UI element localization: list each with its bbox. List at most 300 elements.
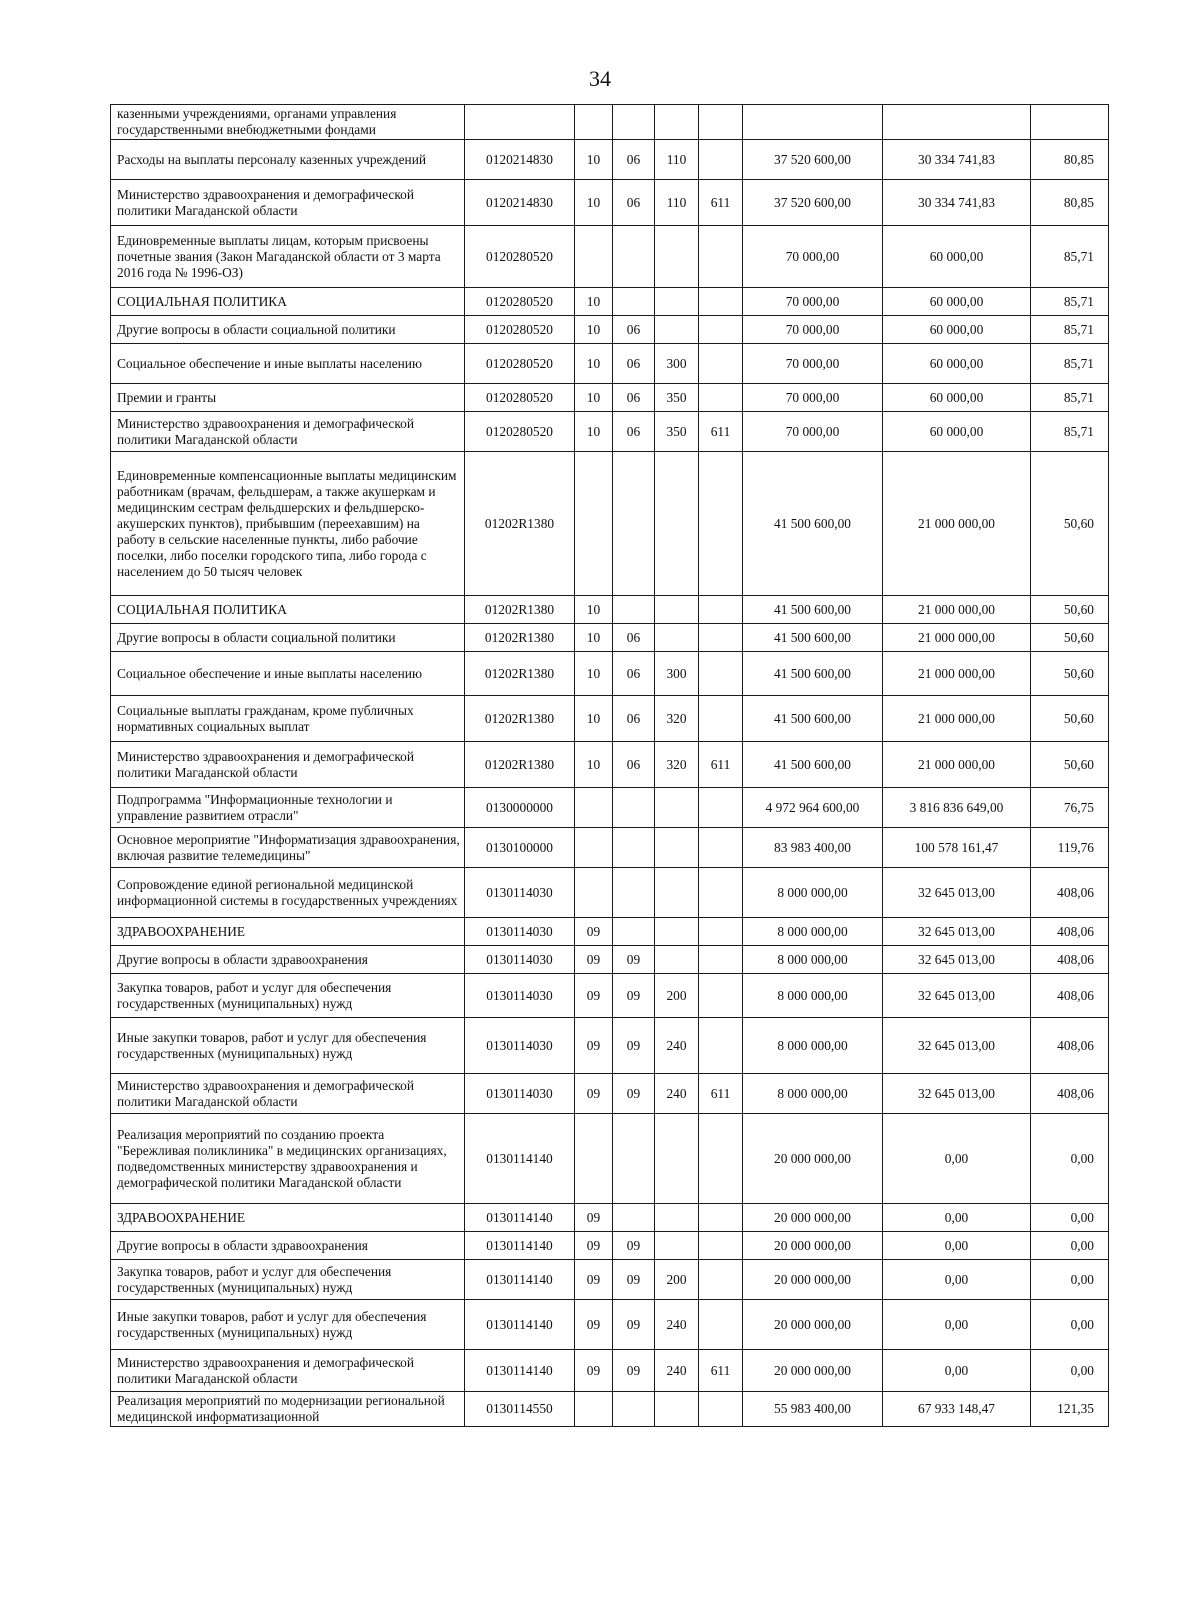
cell-planned-amount: 41 500 600,00: [743, 742, 883, 788]
cell-execution-percent: 85,71: [1031, 226, 1109, 288]
cell-administrator: [699, 1114, 743, 1204]
cell-execution-percent: 80,85: [1031, 140, 1109, 180]
table-row: [111, 288, 1109, 316]
cell-execution-percent: 85,71: [1031, 316, 1109, 344]
cell-planned-amount: 4 972 964 600,00: [743, 788, 883, 828]
cell-executed-amount: 21 000 000,00: [883, 742, 1031, 788]
cell-name: ЗДРАВООХРАНЕНИЕ: [111, 1204, 465, 1232]
table-row: [111, 742, 1109, 788]
cell-expense-type: [655, 316, 699, 344]
cell-subsection: [613, 1204, 655, 1232]
table-row: [111, 974, 1109, 1018]
cell-subsection: 09: [613, 1074, 655, 1114]
cell-target-article: 01202R1380: [465, 596, 575, 624]
cell-target-article: 01202R1380: [465, 452, 575, 596]
cell-name: ЗДРАВООХРАНЕНИЕ: [111, 918, 465, 946]
cell-executed-amount: 0,00: [883, 1260, 1031, 1300]
cell-subsection: 09: [613, 946, 655, 974]
table-row: [111, 918, 1109, 946]
cell-subsection: 06: [613, 344, 655, 384]
cell-executed-amount: 67 933 148,47: [883, 1392, 1031, 1427]
cell-target-article: 0130114140: [465, 1114, 575, 1204]
cell-executed-amount: 32 645 013,00: [883, 1074, 1031, 1114]
table-row: [111, 788, 1109, 828]
cell-expense-type: 240: [655, 1018, 699, 1074]
table-row: [111, 412, 1109, 452]
table-row: [111, 1392, 1109, 1427]
cell-subsection: [613, 1392, 655, 1427]
cell-administrator: [699, 316, 743, 344]
cell-section: [575, 828, 613, 868]
cell-administrator: [699, 652, 743, 696]
cell-administrator: 611: [699, 742, 743, 788]
cell-subsection: 06: [613, 624, 655, 652]
cell-administrator: [699, 696, 743, 742]
cell-planned-amount: 70 000,00: [743, 344, 883, 384]
cell-planned-amount: [743, 105, 883, 140]
cell-target-article: 01202R1380: [465, 652, 575, 696]
cell-execution-percent: 408,06: [1031, 918, 1109, 946]
cell-name: Другие вопросы в области здравоохранения: [111, 946, 465, 974]
cell-expense-type: [655, 1392, 699, 1427]
cell-execution-percent: 121,35: [1031, 1392, 1109, 1427]
cell-name: Подпрограмма "Информационные технологии и управление развитием отрасли": [111, 788, 465, 828]
cell-target-article: 01202R1380: [465, 624, 575, 652]
cell-name: Министерство здравоохранения и демографической политики Магаданской области: [111, 1074, 465, 1114]
cell-section: [575, 788, 613, 828]
cell-administrator: [699, 828, 743, 868]
table-row: [111, 452, 1109, 596]
cell-expense-type: [655, 624, 699, 652]
cell-administrator: [699, 918, 743, 946]
cell-execution-percent: 119,76: [1031, 828, 1109, 868]
cell-target-article: 01202R1380: [465, 742, 575, 788]
cell-subsection: [613, 226, 655, 288]
cell-subsection: 06: [613, 140, 655, 180]
cell-expense-type: [655, 918, 699, 946]
cell-expense-type: [655, 1204, 699, 1232]
cell-administrator: 611: [699, 412, 743, 452]
cell-subsection: 09: [613, 1260, 655, 1300]
cell-administrator: [699, 1232, 743, 1260]
cell-administrator: [699, 1300, 743, 1350]
table-row: [111, 624, 1109, 652]
cell-name: Закупка товаров, работ и услуг для обеспечения государственных (муниципальных) нужд: [111, 974, 465, 1018]
cell-expense-type: 240: [655, 1350, 699, 1392]
cell-expense-type: 110: [655, 180, 699, 226]
table-row: [111, 344, 1109, 384]
cell-expense-type: 320: [655, 742, 699, 788]
cell-target-article: 0130114140: [465, 1204, 575, 1232]
cell-name: Сопровождение единой региональной медицинской информационной системы в государственных учреждениях: [111, 868, 465, 918]
cell-executed-amount: 3 816 836 649,00: [883, 788, 1031, 828]
cell-expense-type: 320: [655, 696, 699, 742]
cell-name: Министерство здравоохранения и демографической политики Магаданской области: [111, 412, 465, 452]
cell-execution-percent: 50,60: [1031, 696, 1109, 742]
cell-target-article: 0130000000: [465, 788, 575, 828]
cell-planned-amount: 41 500 600,00: [743, 652, 883, 696]
cell-target-article: 0130114030: [465, 946, 575, 974]
cell-administrator: [699, 344, 743, 384]
cell-subsection: 06: [613, 316, 655, 344]
cell-administrator: [699, 1204, 743, 1232]
cell-section: 09: [575, 1300, 613, 1350]
cell-administrator: [699, 946, 743, 974]
table-row: [111, 316, 1109, 344]
cell-execution-percent: 50,60: [1031, 452, 1109, 596]
cell-section: 10: [575, 316, 613, 344]
cell-subsection: [613, 828, 655, 868]
cell-execution-percent: 408,06: [1031, 946, 1109, 974]
cell-section: 10: [575, 344, 613, 384]
cell-administrator: [699, 140, 743, 180]
cell-section: [575, 105, 613, 140]
cell-expense-type: [655, 828, 699, 868]
cell-name: Другие вопросы в области социальной политики: [111, 316, 465, 344]
cell-subsection: 09: [613, 1300, 655, 1350]
cell-section: 10: [575, 140, 613, 180]
cell-section: [575, 226, 613, 288]
cell-executed-amount: 21 000 000,00: [883, 652, 1031, 696]
cell-expense-type: [655, 788, 699, 828]
table-row: [111, 1018, 1109, 1074]
cell-planned-amount: 70 000,00: [743, 412, 883, 452]
cell-executed-amount: 0,00: [883, 1232, 1031, 1260]
table-row: [111, 180, 1109, 226]
cell-executed-amount: 0,00: [883, 1114, 1031, 1204]
table-row: [111, 696, 1109, 742]
cell-expense-type: [655, 105, 699, 140]
cell-section: [575, 452, 613, 596]
cell-planned-amount: 37 520 600,00: [743, 140, 883, 180]
cell-expense-type: [655, 288, 699, 316]
cell-target-article: 0130114550: [465, 1392, 575, 1427]
cell-execution-percent: 0,00: [1031, 1300, 1109, 1350]
cell-execution-percent: [1031, 105, 1109, 140]
cell-target-article: 0130114140: [465, 1350, 575, 1392]
cell-planned-amount: 83 983 400,00: [743, 828, 883, 868]
cell-executed-amount: [883, 105, 1031, 140]
cell-section: 10: [575, 696, 613, 742]
cell-execution-percent: 408,06: [1031, 1018, 1109, 1074]
cell-section: 10: [575, 652, 613, 696]
cell-subsection: [613, 788, 655, 828]
cell-target-article: 0120280520: [465, 384, 575, 412]
cell-section: 09: [575, 1018, 613, 1074]
cell-subsection: [613, 105, 655, 140]
cell-administrator: [699, 452, 743, 596]
cell-executed-amount: 32 645 013,00: [883, 946, 1031, 974]
cell-executed-amount: 60 000,00: [883, 344, 1031, 384]
cell-section: 09: [575, 1232, 613, 1260]
cell-subsection: [613, 1114, 655, 1204]
cell-expense-type: [655, 1114, 699, 1204]
table-row: [111, 384, 1109, 412]
cell-section: 09: [575, 1204, 613, 1232]
cell-section: 09: [575, 918, 613, 946]
cell-planned-amount: 70 000,00: [743, 288, 883, 316]
page-number: 34: [589, 66, 611, 91]
cell-name: Расходы на выплаты персоналу казенных учреждений: [111, 140, 465, 180]
cell-administrator: 611: [699, 1074, 743, 1114]
cell-subsection: 06: [613, 180, 655, 226]
cell-planned-amount: 41 500 600,00: [743, 596, 883, 624]
cell-executed-amount: 0,00: [883, 1350, 1031, 1392]
table-row: [111, 1350, 1109, 1392]
table-row: [111, 1114, 1109, 1204]
cell-execution-percent: 50,60: [1031, 624, 1109, 652]
cell-subsection: [613, 868, 655, 918]
cell-execution-percent: 408,06: [1031, 868, 1109, 918]
cell-execution-percent: 50,60: [1031, 742, 1109, 788]
cell-expense-type: 350: [655, 412, 699, 452]
cell-target-article: 0130114140: [465, 1300, 575, 1350]
cell-execution-percent: 76,75: [1031, 788, 1109, 828]
cell-administrator: [699, 974, 743, 1018]
cell-planned-amount: 20 000 000,00: [743, 1300, 883, 1350]
cell-execution-percent: 0,00: [1031, 1232, 1109, 1260]
cell-section: 10: [575, 596, 613, 624]
cell-subsection: 09: [613, 1232, 655, 1260]
cell-execution-percent: 0,00: [1031, 1350, 1109, 1392]
cell-section: 09: [575, 1260, 613, 1300]
cell-executed-amount: 0,00: [883, 1300, 1031, 1350]
cell-target-article: 0130114140: [465, 1232, 575, 1260]
cell-execution-percent: 0,00: [1031, 1260, 1109, 1300]
cell-planned-amount: 8 000 000,00: [743, 868, 883, 918]
cell-subsection: 06: [613, 696, 655, 742]
cell-target-article: 0120214830: [465, 140, 575, 180]
cell-execution-percent: 408,06: [1031, 974, 1109, 1018]
cell-planned-amount: 55 983 400,00: [743, 1392, 883, 1427]
cell-planned-amount: 70 000,00: [743, 384, 883, 412]
cell-planned-amount: 8 000 000,00: [743, 946, 883, 974]
cell-subsection: 09: [613, 1018, 655, 1074]
table-row: [111, 140, 1109, 180]
cell-expense-type: 240: [655, 1300, 699, 1350]
table-row: [111, 596, 1109, 624]
cell-planned-amount: 41 500 600,00: [743, 624, 883, 652]
table-body: [111, 105, 1109, 1427]
cell-execution-percent: 50,60: [1031, 596, 1109, 624]
cell-target-article: 0130114030: [465, 868, 575, 918]
cell-name: Иные закупки товаров, работ и услуг для обеспечения государственных (муниципальных) нужд: [111, 1018, 465, 1074]
cell-target-article: 0130114030: [465, 1018, 575, 1074]
cell-administrator: 611: [699, 1350, 743, 1392]
cell-executed-amount: 21 000 000,00: [883, 696, 1031, 742]
cell-executed-amount: 21 000 000,00: [883, 596, 1031, 624]
cell-section: [575, 1392, 613, 1427]
cell-expense-type: [655, 868, 699, 918]
cell-executed-amount: 32 645 013,00: [883, 918, 1031, 946]
table-row: [111, 1232, 1109, 1260]
cell-planned-amount: 20 000 000,00: [743, 1114, 883, 1204]
cell-execution-percent: 85,71: [1031, 384, 1109, 412]
cell-expense-type: 300: [655, 344, 699, 384]
cell-section: 10: [575, 412, 613, 452]
cell-name: Основное мероприятие "Информатизация здравоохранения, включая развитие телемедицины": [111, 828, 465, 868]
cell-planned-amount: 70 000,00: [743, 226, 883, 288]
table-row: [111, 1260, 1109, 1300]
cell-expense-type: 110: [655, 140, 699, 180]
cell-name: СОЦИАЛЬНАЯ ПОЛИТИКА: [111, 288, 465, 316]
cell-expense-type: 240: [655, 1074, 699, 1114]
cell-section: 10: [575, 624, 613, 652]
cell-target-article: 0130114140: [465, 1260, 575, 1300]
cell-subsection: [613, 452, 655, 596]
cell-execution-percent: 85,71: [1031, 288, 1109, 316]
cell-planned-amount: 41 500 600,00: [743, 696, 883, 742]
cell-section: 10: [575, 288, 613, 316]
cell-name: Единовременные выплаты лицам, которым присвоены почетные звания (Закон Магаданской области от 3 марта 2016 года № 1996-ОЗ): [111, 226, 465, 288]
table-row: [111, 828, 1109, 868]
cell-administrator: [699, 1018, 743, 1074]
cell-section: [575, 1114, 613, 1204]
cell-target-article: 0130114030: [465, 974, 575, 1018]
cell-expense-type: [655, 1232, 699, 1260]
cell-administrator: [699, 788, 743, 828]
cell-executed-amount: 32 645 013,00: [883, 974, 1031, 1018]
cell-expense-type: 200: [655, 974, 699, 1018]
cell-planned-amount: 8 000 000,00: [743, 1074, 883, 1114]
table-row: [111, 946, 1109, 974]
cell-planned-amount: 8 000 000,00: [743, 918, 883, 946]
cell-subsection: [613, 288, 655, 316]
cell-target-article: 0120280520: [465, 226, 575, 288]
cell-target-article: 0120280520: [465, 412, 575, 452]
table-row: [111, 105, 1109, 140]
cell-executed-amount: 30 334 741,83: [883, 140, 1031, 180]
cell-target-article: 0130100000: [465, 828, 575, 868]
cell-section: 10: [575, 384, 613, 412]
cell-planned-amount: 20 000 000,00: [743, 1260, 883, 1300]
cell-executed-amount: 32 645 013,00: [883, 868, 1031, 918]
cell-executed-amount: 60 000,00: [883, 226, 1031, 288]
cell-execution-percent: 80,85: [1031, 180, 1109, 226]
cell-subsection: [613, 918, 655, 946]
cell-execution-percent: 0,00: [1031, 1204, 1109, 1232]
table-row: [111, 1074, 1109, 1114]
cell-expense-type: 300: [655, 652, 699, 696]
cell-name: Социальные выплаты гражданам, кроме публичных нормативных социальных выплат: [111, 696, 465, 742]
cell-name: Министерство здравоохранения и демографической политики Магаданской области: [111, 1350, 465, 1392]
cell-name: Премии и гранты: [111, 384, 465, 412]
cell-executed-amount: 32 645 013,00: [883, 1018, 1031, 1074]
cell-subsection: 06: [613, 384, 655, 412]
cell-name: Единовременные компенсационные выплаты медицинским работникам (врачам, фельдшерам, а также акушеркам и медицинским сестрам фельдшерских и фельдшерско-акушерских пунктов), прибывшим (переехавшим) на работу в сельские населенные пункты, либо рабочие поселки, либо поселки городского типа, либо города с населением до 50 тысяч человек: [111, 452, 465, 596]
cell-name: Министерство здравоохранения и демографической политики Магаданской области: [111, 180, 465, 226]
cell-planned-amount: 41 500 600,00: [743, 452, 883, 596]
cell-planned-amount: 20 000 000,00: [743, 1232, 883, 1260]
cell-name: Другие вопросы в области здравоохранения: [111, 1232, 465, 1260]
cell-administrator: 611: [699, 180, 743, 226]
cell-subsection: 06: [613, 652, 655, 696]
cell-expense-type: [655, 946, 699, 974]
cell-subsection: 09: [613, 974, 655, 1018]
cell-administrator: [699, 105, 743, 140]
cell-section: 09: [575, 946, 613, 974]
table-row: [111, 868, 1109, 918]
cell-expense-type: [655, 226, 699, 288]
cell-name: Министерство здравоохранения и демографической политики Магаданской области: [111, 742, 465, 788]
cell-planned-amount: 8 000 000,00: [743, 1018, 883, 1074]
cell-name: Социальное обеспечение и иные выплаты населению: [111, 652, 465, 696]
cell-executed-amount: 60 000,00: [883, 384, 1031, 412]
cell-planned-amount: 70 000,00: [743, 316, 883, 344]
cell-executed-amount: 21 000 000,00: [883, 624, 1031, 652]
cell-subsection: [613, 596, 655, 624]
cell-executed-amount: 60 000,00: [883, 316, 1031, 344]
cell-administrator: [699, 868, 743, 918]
cell-execution-percent: 85,71: [1031, 412, 1109, 452]
cell-name: Реализация мероприятий по созданию проекта "Бережливая поликлиника" в медицинских организациях, подведомственных министерству здравоохранения и демографической политики Магаданской области: [111, 1114, 465, 1204]
cell-name: Иные закупки товаров, работ и услуг для обеспечения государственных (муниципальных) нужд: [111, 1300, 465, 1350]
cell-administrator: [699, 624, 743, 652]
cell-name: Закупка товаров, работ и услуг для обеспечения государственных (муниципальных) нужд: [111, 1260, 465, 1300]
cell-executed-amount: 100 578 161,47: [883, 828, 1031, 868]
cell-expense-type: 200: [655, 1260, 699, 1300]
cell-section: 09: [575, 1074, 613, 1114]
cell-name: Другие вопросы в области социальной политики: [111, 624, 465, 652]
cell-expense-type: [655, 452, 699, 596]
cell-administrator: [699, 596, 743, 624]
cell-planned-amount: 20 000 000,00: [743, 1204, 883, 1232]
cell-executed-amount: 21 000 000,00: [883, 452, 1031, 596]
cell-target-article: 01202R1380: [465, 696, 575, 742]
cell-section: 09: [575, 1350, 613, 1392]
budget-execution-table: [110, 104, 1109, 1427]
cell-execution-percent: 408,06: [1031, 1074, 1109, 1114]
cell-administrator: [699, 226, 743, 288]
cell-planned-amount: 20 000 000,00: [743, 1350, 883, 1392]
cell-name: Реализация мероприятий по модернизации региональной медицинской информатизационной: [111, 1392, 465, 1427]
cell-target-article: 0120280520: [465, 288, 575, 316]
cell-executed-amount: 30 334 741,83: [883, 180, 1031, 226]
cell-expense-type: [655, 596, 699, 624]
table-row: [111, 652, 1109, 696]
cell-execution-percent: 50,60: [1031, 652, 1109, 696]
cell-executed-amount: 60 000,00: [883, 288, 1031, 316]
cell-name: Социальное обеспечение и иные выплаты населению: [111, 344, 465, 384]
cell-administrator: [699, 288, 743, 316]
cell-name: СОЦИАЛЬНАЯ ПОЛИТИКА: [111, 596, 465, 624]
cell-target-article: 0120280520: [465, 344, 575, 384]
cell-section: [575, 868, 613, 918]
cell-administrator: [699, 1392, 743, 1427]
table-row: [111, 1204, 1109, 1232]
cell-target-article: 0120280520: [465, 316, 575, 344]
cell-target-article: [465, 105, 575, 140]
cell-execution-percent: 0,00: [1031, 1114, 1109, 1204]
cell-section: 09: [575, 974, 613, 1018]
cell-section: 10: [575, 742, 613, 788]
cell-target-article: 0130114030: [465, 918, 575, 946]
cell-planned-amount: 37 520 600,00: [743, 180, 883, 226]
cell-section: 10: [575, 180, 613, 226]
cell-subsection: 06: [613, 412, 655, 452]
table-row: [111, 226, 1109, 288]
cell-target-article: 0130114030: [465, 1074, 575, 1114]
cell-executed-amount: 60 000,00: [883, 412, 1031, 452]
cell-target-article: 0120214830: [465, 180, 575, 226]
cell-expense-type: 350: [655, 384, 699, 412]
cell-administrator: [699, 384, 743, 412]
table-row: [111, 1300, 1109, 1350]
cell-planned-amount: 8 000 000,00: [743, 974, 883, 1018]
cell-execution-percent: 85,71: [1031, 344, 1109, 384]
cell-executed-amount: 0,00: [883, 1204, 1031, 1232]
cell-name: казенными учреждениями, органами управления государственными внебюджетными фондами: [111, 105, 465, 140]
